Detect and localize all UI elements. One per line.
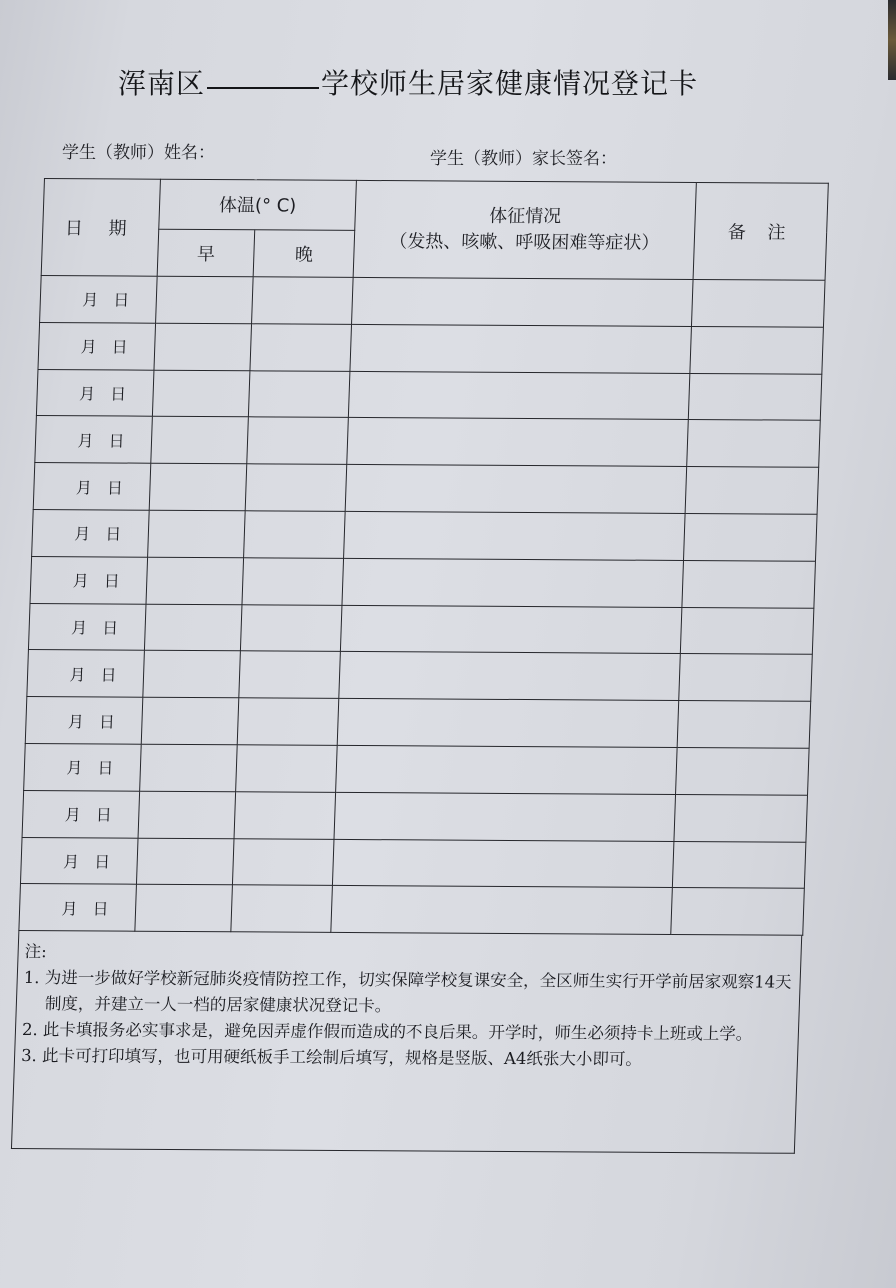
- date-cell[interactable]: [36, 369, 154, 417]
- morning-temp-cell[interactable]: [140, 744, 238, 791]
- day-label: 日: [95, 805, 113, 825]
- remarks-cell[interactable]: [682, 560, 816, 608]
- date-cell[interactable]: [28, 603, 146, 651]
- symptoms-cell[interactable]: [336, 745, 678, 794]
- health-log-table: [18, 178, 828, 936]
- photo-background-edge: [888, 0, 896, 80]
- notes-label: 注:: [24, 942, 48, 962]
- month-label: 月: [66, 758, 83, 778]
- evening-temp-cell[interactable]: [250, 324, 352, 371]
- date-cell[interactable]: [27, 650, 145, 698]
- form-title: [118, 62, 778, 102]
- note-item-2: 2. 此卡填报务必实事求是，避免因弄虚作假而造成的不良后果。开学时，师生必须持卡上班或上学。: [21, 1020, 753, 1044]
- symptoms-cell[interactable]: [345, 465, 687, 514]
- day-label: 日: [106, 478, 124, 498]
- table-row: [33, 463, 818, 515]
- name-field-label: 学生（教师）姓名：: [62, 143, 215, 163]
- symptoms-cell[interactable]: [344, 511, 686, 560]
- morning-temp-cell[interactable]: [136, 838, 234, 885]
- morning-temp-cell[interactable]: [143, 651, 241, 698]
- date-cell[interactable]: [33, 463, 151, 511]
- month-label: 月: [61, 898, 78, 919]
- day-label: 日: [109, 384, 127, 404]
- month-label: 月: [64, 805, 82, 825]
- evening-temp-cell[interactable]: [231, 885, 333, 932]
- header-symptoms-detail: （发热、咳嗽、呼吸困难等症状）: [388, 231, 660, 254]
- symptoms-cell[interactable]: [347, 418, 689, 467]
- symptoms-cell[interactable]: [340, 605, 682, 654]
- evening-temp-cell[interactable]: [245, 464, 347, 511]
- day-label: 日: [92, 899, 109, 919]
- table-row: [30, 556, 815, 608]
- title-district: 浑南区: [118, 67, 206, 100]
- day-label: 日: [105, 524, 122, 544]
- table-row: [20, 837, 805, 889]
- month-label: 月: [74, 524, 91, 544]
- header-morning: 早: [157, 229, 255, 277]
- day-label: 日: [98, 712, 116, 732]
- month-label: 月: [80, 337, 98, 357]
- school-name-blank[interactable]: [207, 87, 319, 89]
- date-cell[interactable]: [35, 416, 153, 464]
- evening-temp-cell[interactable]: [237, 698, 339, 745]
- parent-signature-label: 学生（教师）家长签名：: [430, 149, 617, 169]
- morning-temp-cell[interactable]: [146, 557, 244, 604]
- month-label: 月: [81, 290, 99, 310]
- header-symptoms: [353, 180, 696, 279]
- table-row: [32, 509, 817, 561]
- remarks-cell[interactable]: [676, 747, 810, 795]
- header-temperature: 体温(° C): [159, 179, 357, 230]
- notes-section: [11, 931, 802, 1154]
- table-row: [22, 790, 807, 842]
- health-registration-card: [11, 178, 828, 1154]
- date-cell[interactable]: [20, 837, 138, 885]
- remarks-cell[interactable]: [690, 326, 824, 374]
- remarks-cell[interactable]: [683, 513, 817, 561]
- remarks-cell[interactable]: [685, 467, 819, 515]
- day-label: 日: [112, 290, 130, 310]
- remarks-cell[interactable]: [671, 888, 805, 936]
- table-row: [40, 276, 825, 328]
- date-cell[interactable]: [24, 743, 142, 791]
- morning-temp-cell[interactable]: [135, 885, 233, 932]
- morning-temp-cell[interactable]: [138, 791, 236, 838]
- month-label: 月: [62, 852, 80, 872]
- table-row: [35, 416, 820, 468]
- morning-temp-cell[interactable]: [151, 417, 249, 464]
- evening-temp-cell[interactable]: [242, 558, 344, 605]
- remarks-cell[interactable]: [688, 373, 822, 421]
- day-label: 日: [100, 665, 117, 685]
- table-row: [38, 322, 823, 374]
- month-label: 月: [70, 618, 88, 638]
- month-label: 月: [77, 431, 94, 451]
- table-body: [19, 276, 825, 936]
- evening-temp-cell[interactable]: [247, 417, 349, 464]
- month-label: 月: [78, 384, 96, 404]
- morning-temp-cell[interactable]: [148, 510, 246, 557]
- evening-temp-cell[interactable]: [239, 651, 341, 698]
- header-date: 日 期: [41, 179, 160, 277]
- header-remarks: 备 注: [693, 182, 828, 280]
- table-row: [27, 650, 812, 702]
- remarks-cell[interactable]: [691, 279, 825, 327]
- symptoms-cell[interactable]: [334, 792, 676, 841]
- evening-temp-cell[interactable]: [234, 792, 336, 839]
- remarks-cell[interactable]: [679, 654, 813, 702]
- table-row: [25, 697, 810, 749]
- morning-temp-cell[interactable]: [144, 604, 242, 651]
- header-evening: 晚: [253, 229, 355, 277]
- symptoms-cell[interactable]: [342, 558, 684, 607]
- day-label: 日: [103, 571, 121, 591]
- day-label: 日: [93, 852, 111, 872]
- morning-temp-cell[interactable]: [149, 463, 247, 510]
- day-label: 日: [97, 758, 114, 778]
- remarks-cell[interactable]: [674, 794, 808, 842]
- table-row: [28, 603, 813, 655]
- table-row: [24, 743, 809, 795]
- symptoms-cell[interactable]: [332, 839, 674, 888]
- evening-temp-cell[interactable]: [248, 370, 350, 417]
- evening-temp-cell[interactable]: [244, 511, 346, 558]
- month-label: 月: [72, 571, 90, 591]
- month-label: 月: [69, 665, 86, 685]
- symptoms-cell[interactable]: [339, 652, 681, 701]
- title-text: 学校师生居家健康情况登记卡: [321, 67, 699, 100]
- remarks-cell[interactable]: [672, 841, 806, 889]
- month-label: 月: [75, 477, 93, 497]
- symptoms-cell[interactable]: [350, 324, 692, 373]
- day-label: 日: [111, 337, 129, 357]
- header-symptoms-title: 体征情况: [488, 205, 562, 228]
- remarks-cell[interactable]: [677, 701, 811, 749]
- morning-temp-cell[interactable]: [141, 697, 239, 744]
- table-row: [19, 884, 804, 936]
- morning-temp-cell[interactable]: [152, 370, 250, 417]
- evening-temp-cell[interactable]: [236, 745, 338, 792]
- morning-temp-cell[interactable]: [156, 276, 254, 323]
- symptoms-cell[interactable]: [331, 886, 673, 935]
- date-cell[interactable]: [22, 790, 140, 838]
- symptoms-cell[interactable]: [337, 699, 679, 748]
- date-cell[interactable]: [30, 556, 148, 604]
- remarks-cell[interactable]: [680, 607, 814, 655]
- evening-temp-cell[interactable]: [240, 604, 342, 651]
- symptoms-cell[interactable]: [348, 371, 690, 420]
- remarks-cell[interactable]: [687, 420, 821, 468]
- date-cell[interactable]: [40, 276, 158, 324]
- day-label: 日: [108, 431, 125, 451]
- date-cell[interactable]: [19, 884, 137, 932]
- morning-temp-cell[interactable]: [154, 323, 252, 370]
- month-label: 月: [67, 711, 85, 731]
- evening-temp-cell[interactable]: [252, 277, 354, 324]
- note-item-1: 1. 为进一步做好学校新冠肺炎疫情防控工作，切实保障学校复课安全，全区师生实行开学前居家观察14天制度，并建立一人一档的居家健康状况登记卡。: [23, 968, 792, 1016]
- date-cell[interactable]: [25, 697, 143, 745]
- evening-temp-cell[interactable]: [232, 838, 334, 885]
- symptoms-cell[interactable]: [352, 277, 694, 326]
- note-item-3: 3. 此卡可打印填写，也可用硬纸板手工绘制后填写，规格是竖版、A4纸张大小即可。: [20, 1046, 643, 1069]
- date-cell[interactable]: [32, 509, 150, 557]
- date-cell[interactable]: [38, 322, 156, 370]
- day-label: 日: [101, 618, 119, 638]
- table-row: [36, 369, 821, 421]
